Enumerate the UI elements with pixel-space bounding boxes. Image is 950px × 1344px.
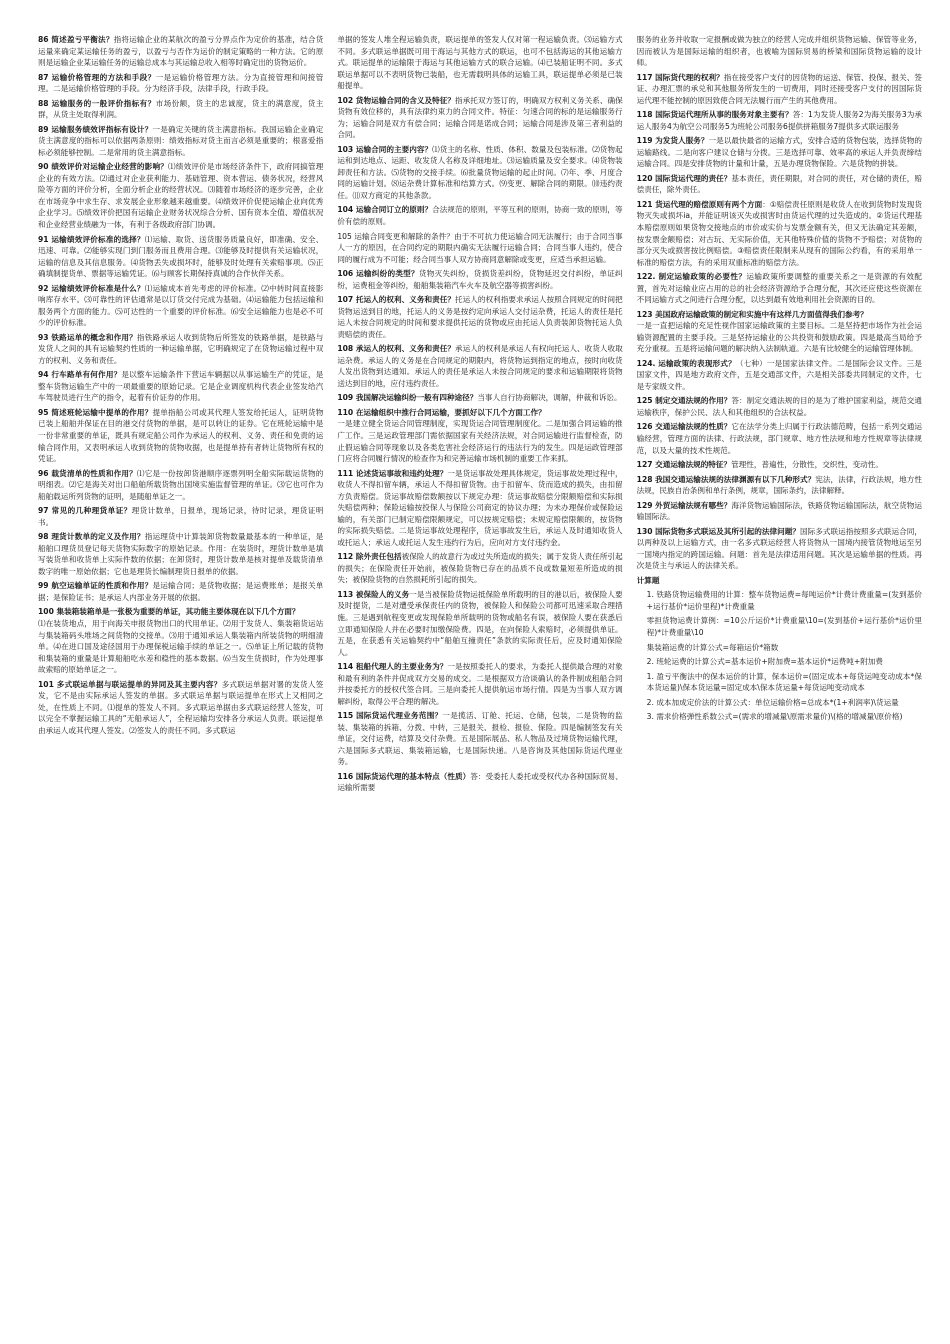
answer-text: 指铁路承运人收到货物后所签发的铁路单据，是铁路与发货人之间的具有运输契约性质的一种运输单据，它明确规定了在货物运输过程中双方的权利、义务和责任。 xyxy=(38,332,324,365)
question-heading: 104 运输合同订立的原则？ xyxy=(337,205,433,215)
answer-text: 一是按照委托人的要求，为委托人提供最合理的对象和最有利的条件并促成双方交易的成交。二是根据双方洽谈确认的条件制成租船合同并按委托方的授权代签合同。三是向委托人提供航运市场行情。四是为当事人双方调解纠纷，取得公平合理的解决。 xyxy=(337,662,623,706)
answer-text: 一是以最快最省的运输方式，安排合适的货物包装，选择货物的运输路线。二是向客户建议仓储与分拨。三是选择可靠、效率高的承运人并负责缔结运输合同。四是安排货物的计量和计量，五是办理货物保险。六是货物的拼装。 xyxy=(636,136,922,169)
qa-paragraph xyxy=(38,234,323,280)
qa-paragraph xyxy=(637,173,922,196)
answer-text: ⑴它是一份按卸货港顺序逐票列明全船实际载运货物的明细表。⑵它是海关对出口船舶所载货物出国境实施监督管理的单证。⑶它也可作为船舶载运所列货物的证明，是随船单证之一。 xyxy=(38,468,324,501)
question-heading: 86 简述盈亏平衡法？ xyxy=(38,35,114,44)
answer-text: 市场份额，货主的忠诚度，货主的满意度，货主群，从货主处取得利润。 xyxy=(38,98,324,120)
answer-text: 答：1为发货人服务2为海关服务3为承运人服务4为航空公司服务5为班轮公司服务6提供拼箱服务7提供多式联运服务 xyxy=(636,110,922,131)
question-heading: 119 为发货人服务？ xyxy=(636,136,709,146)
answer-text: 2. 班轮运费的计算公式=基本运价+附加费=基本运价*运费吨+附加费 xyxy=(646,657,883,667)
qa-paragraph xyxy=(637,459,922,471)
question-heading: 116 国际货运代理的基本特点（性质） xyxy=(337,771,471,781)
answer-text: 3. 需求价格弹性系数公式=(需求的增减量\原需求量价)\(格的增减量\原价格) xyxy=(646,712,903,722)
question-heading: 103 运输合同的主要内容？ xyxy=(337,144,433,154)
document-page xyxy=(38,34,922,1318)
answer-text: 承运人的权利是承运人有权向托运人、收货人收取运杂费。承运人的义务是在合同规定的期限内，将货物运到指定的地点，按时向收货人发出货物到达通知。承运人的责任是承运人未按合同规定的要求和运输期限将货物送达到目的地，应付违约责任。 xyxy=(337,344,623,388)
answer-text: 是以整车运输条件下营运车辆据以从事运输生产的凭证，是整车货物运输生产中的一项最重要的原始记录。它是企业调度机构代表企业签发给汽车驾驶员进行生产的指令，起着有价证券的作用。 xyxy=(38,370,324,403)
question-heading: 127 交通运输法规的特征？ xyxy=(636,460,732,470)
question-heading: 87 运输价格管理的方法和手段？ xyxy=(38,72,156,82)
qa-paragraph xyxy=(637,589,922,612)
answer-text: ⑴运输成本首先考虑的评价标准。⑵中转时间直接影响库存水平。⑶可靠性的评估通常是以订货交付完成为基础。⑷运输能力包括运输和服务两个方面的能力。⑸可达性的一个重要的评价标准。⑹安全运输能力也是必不可少的评价标准。 xyxy=(38,283,324,328)
question-heading: 95 简述班轮运输中提单的作用？ xyxy=(38,407,153,417)
question-heading: 122. 制定运输政策的必要性？ xyxy=(636,272,747,282)
answer-text: 合法规范的原则，平等互利的原则，协商一致的原则，等价有偿的原则。 xyxy=(337,205,623,226)
qa-paragraph xyxy=(637,711,922,723)
question-heading: 129 外贸运输法规有哪些？ xyxy=(636,500,732,510)
question-heading: 90 绩效评价对运输企业经营的影响？ xyxy=(38,162,169,172)
qa-paragraph xyxy=(38,505,323,528)
question-heading: 109 我国解决运输纠纷一般有四种途径？ xyxy=(337,393,478,403)
qa-paragraph xyxy=(637,421,922,456)
answer-text: 零担货物运费计算例：=10公斤运价*计费重量\10=(发到基价+运行基价*运价里程)*计费重量\10 xyxy=(646,616,922,637)
answer-text: 1. 盈亏平衡法中的保本运价的计算，保本运价=(固定成本+每货运吨变动成本*保本货运量)\保本货运量=固定成本\保本货运量+每货运吨变动成本 xyxy=(646,671,922,693)
qa-paragraph xyxy=(337,144,622,202)
qa-paragraph xyxy=(337,661,622,707)
qa-paragraph xyxy=(38,580,323,603)
answer-text: 管理性，普遍性，分散性，交织性，变动性。 xyxy=(731,460,883,470)
answer-text: 指在接受客户支付的因货物的运送、保管、投保、报关、签证、办理汇票的承兑和其他服务所发生的一切费用，同时还接受客户支付的因国际货运代理不能控制的原因致使合同无法履行而产生的其他费用。 xyxy=(636,72,922,105)
question-heading: 100 集装箱装箱单是一张极为重要的单证，其功能主要体现在以下几个方面？ xyxy=(38,607,300,617)
qa-paragraph xyxy=(637,271,922,306)
question-heading: 124. 运输政策的表现形式？ xyxy=(636,358,736,368)
qa-paragraph xyxy=(637,34,922,69)
question-heading: 125 制定交通法规的作用？ xyxy=(636,396,732,406)
qa-paragraph xyxy=(38,98,323,121)
answer-text: 指承托双方签订的，明确双方权利义务关系、确保货物有效位移的，具有法律约束力的合同文件。特征：匀速合同的标的是运输服务行为；运输合同是双方有偿合同；运输合同是诺成合同；运输合同是涉及第三者利益的合同。 xyxy=(337,95,623,140)
question-heading: 97 常见的几种理货单证？ xyxy=(38,506,132,516)
answer-text: 单据的签发人堆全程运输负责，联运提单的签发人仅对第一程运输负责。⑶运输方式不同。多式联运单据既可用于海运与其他方式的联运，也可不包括海运的其他运输方式。联运提单的运输限于海运与其他运输方式的联合运输。⑷已装船证明不同。多式联运单据可以不表明货物已装船，也无需载明具体的运输工具，联运提单必须是已装船提单。 xyxy=(337,35,623,91)
answer-text: 服务的业务并收取一定报酬或做为独立的经营人完成并组织货物运输、保管等业务，因而被认为是国际运输的组织者，也被喻为国际贸易的桥梁和国际货物运输的设计师。 xyxy=(636,35,922,68)
qa-paragraph xyxy=(38,531,323,577)
qa-paragraph xyxy=(637,358,922,393)
question-heading: 93 铁路运单的概念和作用？ xyxy=(38,332,137,342)
qa-paragraph xyxy=(337,268,622,291)
qa-paragraph xyxy=(637,671,922,694)
qa-paragraph xyxy=(637,697,922,709)
answer-text: 一是货运事故处理具体规定，货运事故处理过程中，收货人不得扣留车辆，承运人不得扣留货物。由于扣留车、货而造成的损失，由扣留方负责赔偿。货运事故赔偿数额按以下规定办理：货运事故赔偿分限额赔偿和实际损失赔偿两种；保险运输按投保人与保险公司商定的协议办理；为未办理保价或保险运输的，有关部门已制定赔偿限额规定，可以按规定赔偿；未规定赔偿限额的，按货物的实际损失赔偿。二是货运事故处理程序，货运事故发生后，承运人及时通知收货人或托运人；承运人或托运人发生违约行为后，应向对方支付违约金。 xyxy=(337,468,623,547)
answer-text: 被保险人的故意行为或过失所造成的损失；属于发货人责任所引起的损失；在保险责任开始前，被保险货物已存在的品质不良或数量短差所造成的损失；被保险货物的自然损耗所引起的损失。 xyxy=(337,552,623,585)
question-heading: 92 运输绩效评价标准是什么？ xyxy=(38,283,145,293)
qa-paragraph xyxy=(337,551,622,586)
qa-paragraph xyxy=(337,231,622,266)
qa-paragraph xyxy=(337,34,622,92)
answer-text: ⑴在装货地点，用于向海关申报货物出口的代用单证。⑵用于发货人、集装箱货运站与集装箱码头堆场之间货物的交接单。⑶用于通知承运人集装箱内所装货物的明细清单。⑷在进口国及途径国用于办理保税运输手续的单证之一。⑸单证上所记载的货物和集装箱的重量是计算船舶吃水差和稳性的基本数据。⑹当发生货损时，作为处理事故索赔的原始单证之一。 xyxy=(38,618,324,675)
question-heading: 88 运输服务的一般评价指标有？ xyxy=(38,98,156,108)
qa-paragraph xyxy=(637,575,922,587)
qa-paragraph xyxy=(637,500,922,523)
answer-text: 答：制定交通法规的目的是为了维护国家利益，规范交通运输秩序，保护公民、法人和其他组织的合法权益。 xyxy=(636,396,922,417)
qa-paragraph xyxy=(38,72,323,95)
question-heading: 98 理货计数单的定义及作用？ xyxy=(38,532,145,542)
qa-paragraph xyxy=(38,124,323,159)
question-heading: 106 运输纠纷的类型？ xyxy=(337,269,419,279)
qa-paragraph xyxy=(38,679,323,737)
question-heading: 120 国际货运代理的责任？ xyxy=(636,173,732,183)
answer-text: 它在法学分类上归属于行政法德范畴，包括一系列交通运输经营，管理方面的法律、行政法规，部门规章、地方性法规和地方性规章等法律规范，以及大量的技术性规范。 xyxy=(636,422,922,455)
qa-paragraph xyxy=(337,468,622,549)
answer-text: 是运输合同；是货物收据；是运费账单；是报关单据；是保险证书；是承运人内部业务开展的依据。 xyxy=(38,581,324,602)
answer-text: 宪法，法律，行政法规，地方性法规，民族自治条例和单行条例，规章，国际条约，法律解释。 xyxy=(636,474,922,496)
column-1 xyxy=(38,34,323,1318)
answer-text: 105 运输合同变更和解除的条件？由于不可抗力使运输合同无法履行；由于合同当事人一方的原因，在合同约定的期限内确实无法履行运输合同；合同当事人违约，使合同的履行成为不可能；经合同当事人双方协商同意解除或变更，应适当承担运输。 xyxy=(337,231,623,264)
question-heading: 128 我国交通运输法规的法律渊源有以下几种形式？ xyxy=(636,474,816,484)
question-heading: 112 除外责任包括 xyxy=(337,552,402,562)
qa-paragraph xyxy=(637,474,922,497)
column-2 xyxy=(337,34,622,1318)
qa-paragraph xyxy=(637,642,922,654)
qa-paragraph xyxy=(637,309,922,355)
qa-paragraph xyxy=(337,204,622,227)
qa-paragraph xyxy=(38,332,323,367)
qa-paragraph xyxy=(38,468,323,503)
answer-text: 答：受委托人委托或受权代办各种国际贸易、运输所需要 xyxy=(337,771,623,793)
question-heading: 111 论述货运事故和违约处理？ xyxy=(337,468,448,478)
answer-text: 一是确定关键的货主满意指标。我国运输企业确定货主满意度的指标可以依据两条原则：绩效指标对货主而言必须是重要的；根喜爱指标必须能够控制。二是常用的货主满意指标。 xyxy=(38,124,324,157)
question-heading: 107 托运人的权利、义务和责任？ xyxy=(337,295,455,305)
question-heading: 126 交通运输法规的性质？ xyxy=(636,422,732,432)
question-heading: 115 国际货运代理业务范围？ xyxy=(337,711,443,721)
question-heading: 89 运输服务绩效评指标有设计？ xyxy=(38,124,153,134)
qa-paragraph xyxy=(38,606,323,675)
answer-text: 托运人的权利指要求承运人按照合同规定的时间把货物运送到目的地，托运人的义务是按约定向承运人交付运杂费，托运人的责任是托运人未按合同规定的时间和要求提供托运的货物或应由托运人负责装卸货物托运人负责赔偿的责任。 xyxy=(337,295,623,339)
qa-paragraph xyxy=(38,369,323,404)
answer-text: 一是一直把运输的充足性视作国家运输政策的主要目标。二是坚持把市场作为社会运输资源配置的主要手段。三是坚持运输业的公共投资和鼓励政策。四是最高当局给予充分重视。五是将运输问题的解决纳入法制轨道。六是有比较健全的运输管理体制。 xyxy=(636,321,922,354)
qa-paragraph xyxy=(38,407,323,465)
question-heading: 123 美国政府运输政策的制定和实施中有这样几方面值得我们参考？ xyxy=(636,309,868,319)
qa-paragraph xyxy=(637,656,922,668)
answer-text: 当事人自行协商解决，调解，仲裁和诉讼。 xyxy=(477,393,622,403)
answer-text: 集装箱运费的计算公式=每箱运价*箱数 xyxy=(646,642,779,652)
question-heading: 118 国际货运代理所从事的服务对象主要有？ xyxy=(636,110,793,120)
answer-text: 一是建立健全货运合同管理制度，实现货运合同管理制度化。二是加强合同运输的推广工作。三是运政管理部门需依据国家有关经济法规，对合同运输进行监督检查，防止假运输合同等现象以及各类危害社会经济运行的违法行为的发生。四是运政管理部门应将合同履行情况的检查作为和完善运输市场机制的重要工作来抓。 xyxy=(337,419,623,464)
answer-text: 一是运输价格管理方法。分为直接管理和间接管理。二是运输价格管理的手段。分为经济手段，法律手段，行政手段。 xyxy=(38,72,324,94)
qa-paragraph xyxy=(38,161,323,230)
answer-text: 基本责任，责任期限，对合同的责任，对仓储的责任，赔偿责任，除外责任。 xyxy=(636,173,922,195)
answer-text: 指将运输企业的某航次的盈亏分界点作为定价的基准，结合货运量来确定某运输任务的盈亏，以盈亏与否作为运价的制定策略的一种方法。它的原则是运输企业某运输任务的运输总成本与其运输总收入相等时确定出的货物运价。 xyxy=(38,35,324,68)
qa-paragraph xyxy=(637,199,922,268)
answer-text: 一是当被保险货物运抵保险单所载明的目的港以后，被保险人要及时提货，二是对遭受承保责任内的货物，被保险人和保险公司都可迅速采取合理措施。三是遇到航程变更或发现保险单所载明的货物或船名有误，被保险人要在获悉后立即通知保险人并在必要时加缴保险费。四是，在向保险人索赔时，必须提供单证。五是，在获悉有关运输契约中“船舶互撞责任”条款的实际责任后，应及时通知保险人。 xyxy=(337,589,623,657)
answer-text: 国际多式联运指按照多式联运合同，以两种及以上运输方式，由一名多式联运经营人将货物从一国境内接管货物地运至另一国境内指定的跨国运输。问题：首先是法律适用问题。其次是运输单据的性质。再次是货主与承运人的法律关系。 xyxy=(636,526,922,571)
question-heading: 102 货物运输合同的含义及特征？ xyxy=(337,95,455,105)
answer-text: 海洋货物运输国际法，铁路货物运输国际法，航空货物运输国际法。 xyxy=(636,500,922,522)
question-heading: 101 多式联运单据与联运提单的异同及其主要内容？ xyxy=(38,679,222,689)
answer-text: ⑴货主的名称、性质、体积、数量及包装标准。⑵货物起运和到达地点、运距、收发货人名称及详细地址。⑶运输质量及安全要求。⑷货物装卸责任和方法。⑸货物的交接手续。⑹批量货物运输的起止时间。⑺年、季、月度合同的运输计划。⑻运杂费计算标准和结算方式。⑼变更、解除合同的期限。⑽违约责任。⑾双方商定的其他条款。 xyxy=(337,144,623,200)
qa-paragraph xyxy=(337,589,622,658)
qa-paragraph xyxy=(38,283,323,329)
qa-paragraph xyxy=(337,407,622,465)
answer-text: 运输政策所要调整的重要关系之一是资源的有效配置，首先对运输业应占用的总的社会经济资源给予合理分配，其次还应使这些资源在不同运输方式之间进行合理分配，以达到最有效地利用社会资源的目的。 xyxy=(636,272,922,305)
qa-paragraph xyxy=(337,343,622,389)
qa-paragraph xyxy=(337,294,622,340)
column-3 xyxy=(637,34,922,1318)
qa-paragraph xyxy=(637,72,922,107)
qa-paragraph xyxy=(637,135,922,170)
question-heading: 114 租船代理人的主要业务为？ xyxy=(337,662,448,672)
question-heading: 113 被保险人的义务 xyxy=(337,589,410,599)
qa-paragraph xyxy=(637,526,922,572)
answer-text: （七种）一是国家法律文件。二是国际会议文件。三是国家文件，四是地方政府文件，五是交通部文件，六是相关部委共同制定的文件，七是专家级文件。 xyxy=(636,358,922,391)
qa-paragraph xyxy=(637,395,922,418)
question-heading: 110 在运输组织中推行合同运输，要抓好以下几个方面工作？ xyxy=(337,407,546,417)
answer-text: 提单指船公司或其代理人签发给托运人，证明货物已装上船舶并保证在目的港交付货物的单据，是可以转让的证券。它在班轮运输中是一份非常重要的单证，既具有规定船公司作为承运人的权利、义务、责任和免责的运输合同作用，又表明承运人收到货物的货物收据，也是提单持有者转让货物所有权的凭证。 xyxy=(38,407,324,464)
question-heading: 96 载货清单的性质和作用？ xyxy=(38,468,137,478)
question-heading: 94 行车路单有何作用？ xyxy=(38,370,122,380)
question-heading: 108 承运人的权利、义务和责任？ xyxy=(337,344,455,354)
answer-text: 2. 成本加成定价法的计算公式：单位运输价格=总成本*(1+利润率)\货运量 xyxy=(646,697,899,707)
question-heading: 计算题 xyxy=(636,575,660,585)
answer-text: 货物灭失纠纷，货损货差纠纷，货物延迟交付纠纷，单证纠纷，运费租金等纠纷，船舶集装箱汽车火车及航空器等损害纠纷。 xyxy=(337,269,623,290)
answer-text: 一是揽活、订舱、托运、仓储，包装，二是货物的监装、集装箱的拆箱、分拨、中转，三是报关、报检、报验、保险。四是编制签发有关单证，交付运费，结算及交付杂费。五是国际展品、私人物品及过境货物运输代理，六是国际多式联运、集装箱运输，七是国际快递。八是咨询及其他国际货运代理业务。 xyxy=(337,711,623,767)
qa-paragraph xyxy=(337,392,622,404)
question-heading: 117 国际货代理的权利？ xyxy=(636,72,724,82)
answer-text: 理货计数单，日报单，现场记录，待时记录，理货证明书。 xyxy=(38,506,324,527)
question-heading: 130 国际货物多式联运及其所引起的法律问题？ xyxy=(636,526,801,536)
qa-paragraph xyxy=(637,615,922,638)
question-heading: 121 货运代理的赔偿原则有两个方面 xyxy=(636,199,763,209)
qa-paragraph xyxy=(337,95,622,141)
answer-text: ⑴运输、取货、送货服务质量良好，即准确、安全、迅速、可靠。⑵能够实现门到门服务而且费用合理。⑶能够及时提供有关运输状况，运输的信息及其信息服务。⑷货物丢失或损坏时，能够及时处理有关索赔事项。⑸正确填制提货单、票据等运输凭证。⑹与顾客长期保持真诚的合作伙伴关系。 xyxy=(38,234,324,279)
answer-text: 1. 铁路货物运输费用的计算：整车货物运费=每吨运价*计费计费重量=(发到基价+运行基价*运价里程)*计费重量 xyxy=(646,590,922,611)
qa-paragraph xyxy=(337,771,622,794)
qa-paragraph xyxy=(38,34,323,69)
answer-text: 多式联运单据对署的发货人签发，它不是由实际承运人签发的单据。多式联运单据与联运提单在形式上又相同之处，在性质上不同。⑴提单的签发人不同。多式联运单据由多式联运经营人签发，可以完全不掌握运输工具的“无船承运人”，全程运输均安排各分承运人负责。联运提单由承运人或其代理人签发。⑵签发人的责任不同。多式联运 xyxy=(38,679,324,735)
qa-paragraph xyxy=(637,109,922,132)
question-heading: 99 航空运输单证的性质和作用？ xyxy=(38,581,153,591)
question-heading: 91 运输绩效评价标准的选择？ xyxy=(38,234,145,244)
answer-text: 指运理货中计算装卸货物数量最基本的一种单证，是船舶口理货员登记每天货物实际数字的原始记录。作用：在装货时，理货计数单是填写装货单和收货单上实际件数的依据；在卸货时，理货计数单是核对提单及载货清单数字的唯一原始依据；它也是理货长编制理货日报单的依据。 xyxy=(38,532,324,576)
answer-text: ：①赔偿责任原则是收货人在收到货物时发现货物灭失或损坏ia，并能证明该灭失或损害时由货运代理的过失造成的。②货运代理基本赔偿原则如果货物交接地点的市价或实价与发票金额有关，但又无法确定其差额，按发票金额赔偿；对古玩、无实际价值，无其他特殊价值的货物不予赔偿；对货物的部分灭失或损害按比例赔偿。③赔偿责任限制来从现有的国际公约看，有的采用单一标准的赔偿方法，有的采用双重标准的赔偿方法。 xyxy=(636,199,922,267)
qa-paragraph xyxy=(337,710,622,768)
answer-text: ⑴绩效评价是市场经济条件下，政府同搞管理企业的有效方法。⑵通过对企业获利能力、基础管理、资本营运、债务状况，经营风险等方面的评价分析，全面分析企业的经营状况。⑶随着市场经济的逐步完善，企业在市场竞争中求生存、求发展企业形象越来越重要。⑷绩效评价促使运输企业向优秀企业学习。⑸绩效评价把国有运输企业财务状况综合分析、国有资本全值、增值状况和企业经营业绩融为一体，有利于各级政府部门协调。 xyxy=(38,162,324,229)
